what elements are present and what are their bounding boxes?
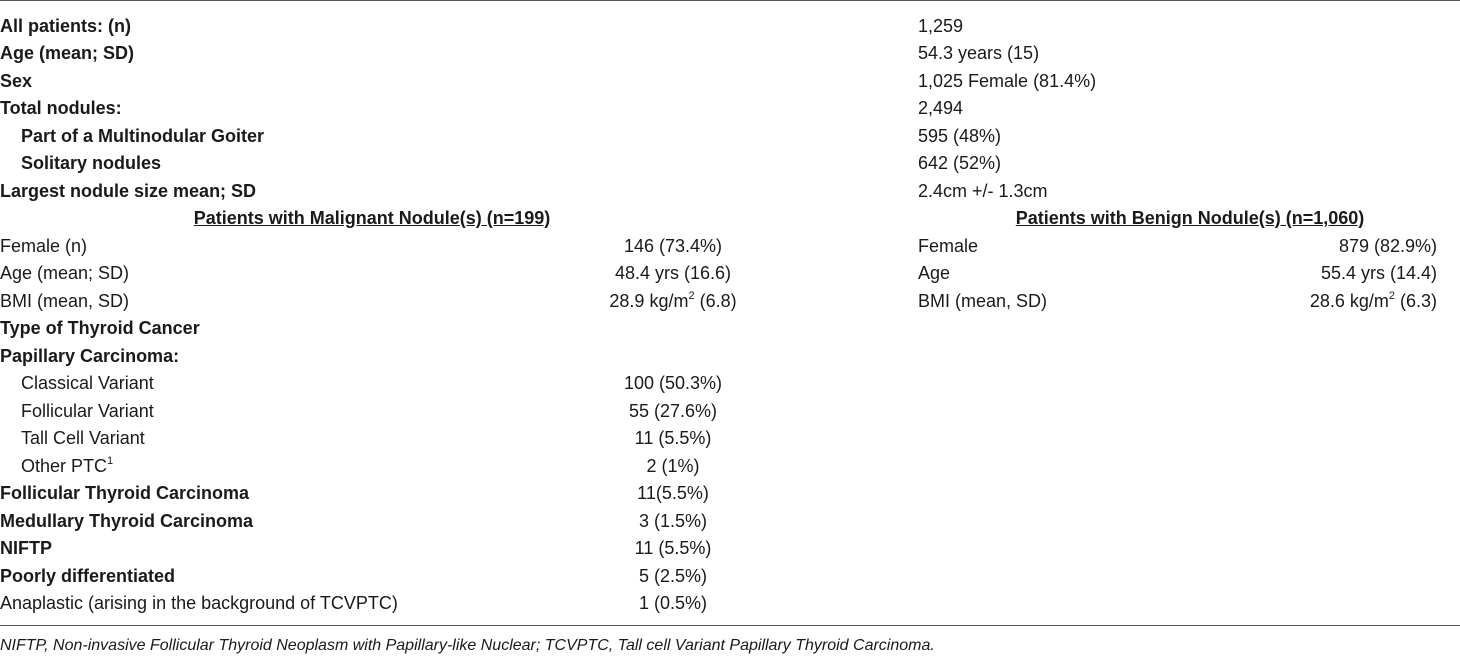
summary-label-total-nodules: Total nodules: — [0, 98, 122, 118]
malignant-value-age: 48.4 yrs (16.6) — [614, 263, 732, 283]
benign-value-bmi: 28.6 $kg/m^2$ (6.3) — [1309, 290, 1437, 311]
papillary-label-tall-cell: Tall Cell Variant — [21, 428, 145, 448]
cancer-value-medullary: 3 (1.5%) — [638, 511, 708, 531]
summary-label-age: Age (mean; SD) — [0, 43, 135, 63]
summary-label-solitary: Solitary nodules — [21, 153, 162, 173]
benign-label-age: Age — [918, 263, 951, 283]
cancer-value-anaplastic: 1 (0.5%) — [638, 593, 708, 613]
papillary-value-other-ptc: 2 (1%) — [646, 456, 700, 476]
cancer-value-niftp: 11 (5.5%) — [634, 538, 712, 558]
summary-value-largest-size: 2.4cm +/- 1.3cm — [918, 181, 1048, 201]
summary-value-total-nodules: 2,494 — [918, 98, 964, 118]
malignant-value-bmi: 28.9 $kg/m^2$ (6.8) — [609, 290, 737, 311]
summary-value-all-patients: 1,259 — [918, 16, 964, 36]
malignant-label-female: Female (n) — [0, 236, 88, 256]
papillary-label-classical: Classical Variant — [21, 373, 154, 393]
benign-label-bmi: BMI (mean, SD) — [918, 291, 1048, 311]
benign-label-female: Female — [918, 236, 979, 256]
table-footnote: NIFTP, Non-invasive Follicular Thyroid Neoplasm with Papillary-like Nuclear; TCVPTC, Tall cell Variant Papillary Thyroid Carcinoma. — [0, 637, 935, 654]
papillary-label-other-ptc: Other PTC$^1$ — [21, 455, 114, 476]
summary-value-solitary: 642 (52%) — [918, 153, 1002, 173]
bmi-unit-superscript: 2 — [688, 290, 695, 302]
summary-label-sex: Sex — [0, 71, 33, 91]
malignant-label-age: Age (mean; SD) — [0, 263, 130, 283]
cancer-type-heading: Type of Thyroid Cancer — [0, 318, 200, 338]
summary-label-all-patients: All patients: (n) — [0, 16, 131, 36]
summary-label-multinodular: Part of a Multinodular Goiter — [21, 126, 265, 146]
table-top-rule — [0, 0, 1460, 1]
bmi-unit-superscript: 2 — [1388, 290, 1395, 302]
cancer-value-follicular-carcinoma: 11(5.5%) — [637, 483, 709, 503]
papillary-value-tall-cell: 11 (5.5%) — [634, 428, 712, 448]
malignant-value-female: 146 (73.4%) — [623, 236, 723, 256]
cancer-label-medullary: Medullary Thyroid Carcinoma — [0, 511, 254, 531]
benign-value-female: 879 (82.9%) — [1338, 236, 1437, 256]
malignant-header: Patients with Malignant Nodule(s) (n=199) — [193, 208, 551, 228]
summary-value-age: 54.3 years (15) — [918, 43, 1040, 63]
papillary-value-classical: 100 (50.3%) — [623, 373, 723, 393]
summary-value-sex: 1,025 Female (81.4%) — [918, 71, 1097, 91]
table-bottom-rule — [0, 625, 1460, 626]
summary-value-multinodular: 595 (48%) — [918, 126, 1002, 146]
papillary-heading: Papillary Carcinoma: — [0, 346, 180, 366]
footnote-marker: 1 — [107, 455, 114, 467]
malignant-label-bmi: BMI (mean, SD) — [0, 291, 130, 311]
benign-header: Patients with Benign Nodule(s) (n=1,060) — [1015, 208, 1365, 228]
cancer-label-poorly-differentiated: Poorly differentiated — [0, 566, 176, 586]
papillary-value-follicular: 55 (27.6%) — [628, 401, 718, 421]
benign-value-age: 55.4 yrs (14.4) — [1320, 263, 1437, 283]
cancer-label-anaplastic: Anaplastic (arising in the background of TCVPTC) — [0, 593, 398, 613]
cancer-value-poorly-differentiated: 5 (2.5%) — [638, 566, 708, 586]
summary-label-largest-size: Largest nodule size mean; SD — [0, 181, 257, 201]
cancer-label-follicular-carcinoma: Follicular Thyroid Carcinoma — [0, 483, 250, 503]
cancer-label-niftp: NIFTP — [0, 538, 52, 558]
papillary-label-follicular: Follicular Variant — [21, 401, 154, 421]
